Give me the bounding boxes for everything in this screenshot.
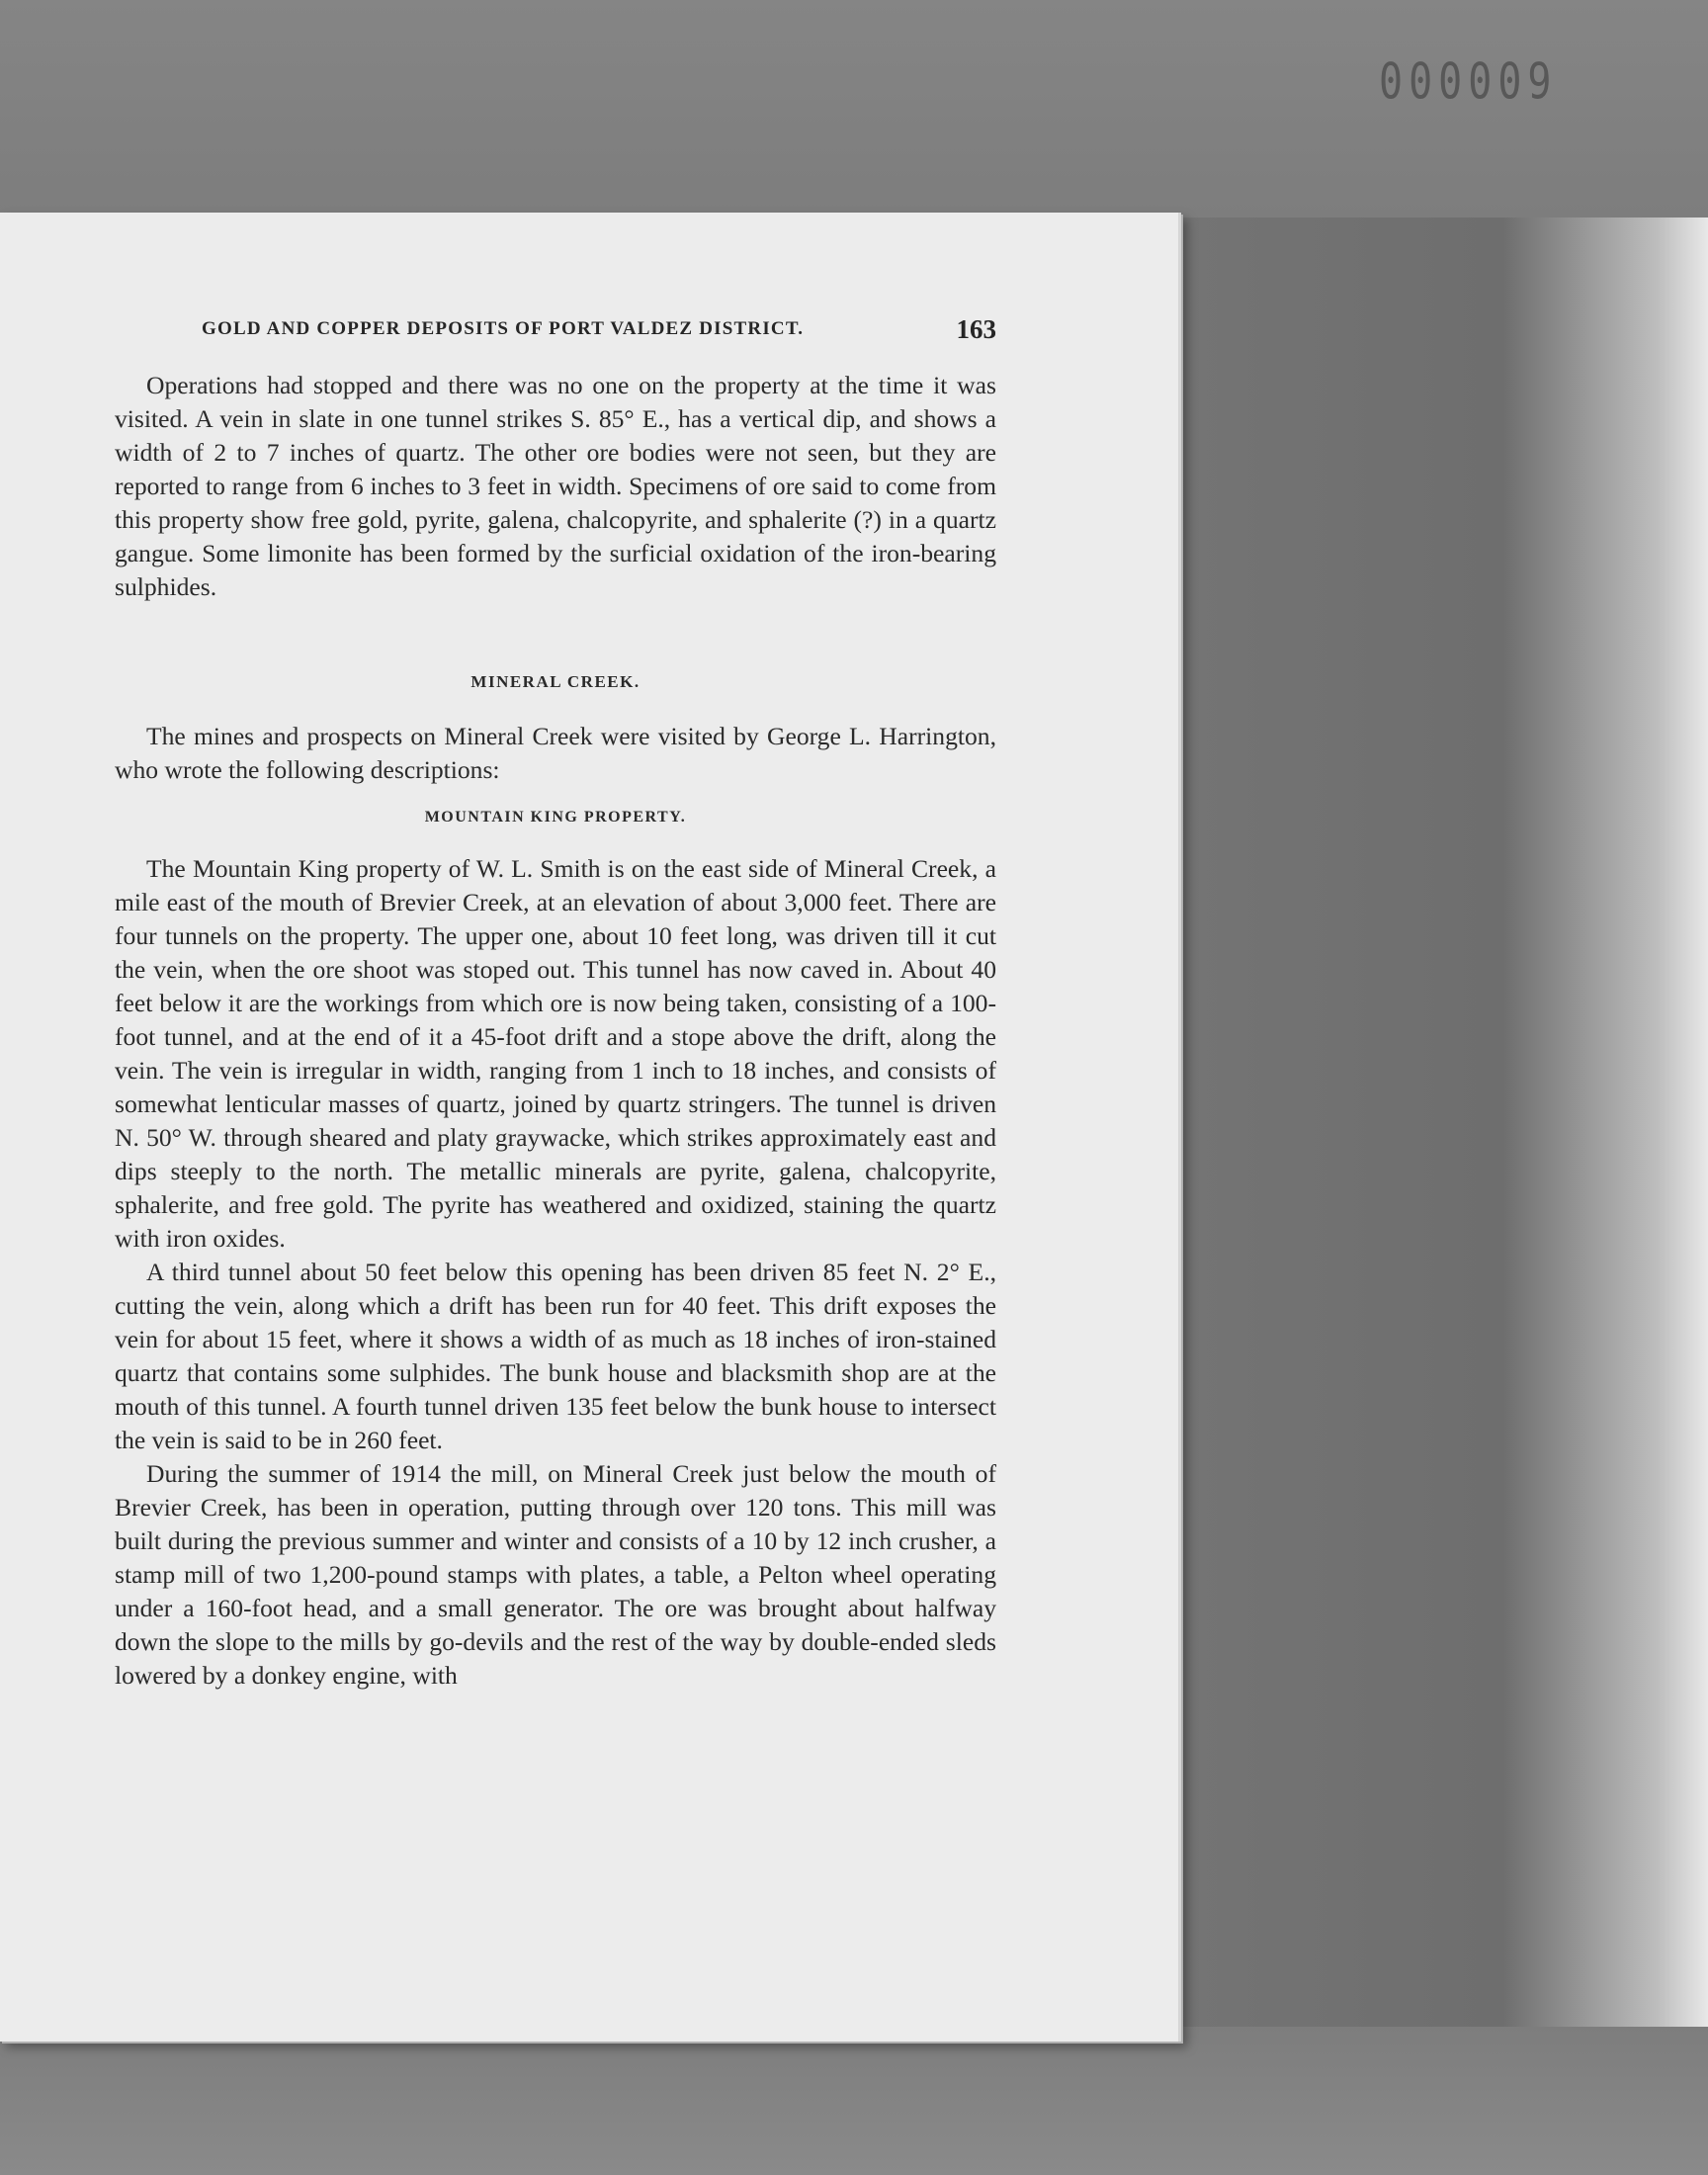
paragraph: A third tunnel about 50 feet below this opening has been driven 85 feet N. 2° E., cutting the vein, along which a drift has been run for 40 feet. This drift exposes the vein for about 15 feet, where it shows a width of as much as 18 inches of iron-stained quartz that contains some sulphides. The bunk house and blacksmith shop are at the mouth of this tunnel. A fourth tunnel driven 135 feet below the bunk house to intersect the vein is said to be in 260 feet.	[115, 1258, 996, 1454]
section-heading-mountain-king: MOUNTAIN KING PROPERTY.	[424, 809, 687, 826]
paragraph: The Mountain King property of W. L. Smith is on the east side of Mineral Creek, a mile east of the mouth of Brevier Creek, at an elevation of about 3,000 feet. There are four tunnels on the property. The upper one, about 10 feet long, was driven till it cut the vein, when the ore shoot was stoped out. This tunnel has now caved in. About 40 feet below it are the workings from which ore is now being taken, consisting of a 100-foot tunnel, and at the end of it a 45-foot drift and a stope above the drift, along the vein. The vein is irregular in width, ranging from 1 inch to 18 inches, and consists of somewhat lenticular masses of quartz, joined by quartz stringers. The tunnel is driven N. 50° W. through sheared and platy graywacke, which strikes approximately east and dips steeply to the north. The metallic minerals are pyrite, galena, chalcopyrite, sphalerite, and free gold. The pyrite has weathered and oxidized, staining the quartz with iron oxides.	[115, 854, 996, 1253]
archive-stamp-number: 000009	[1379, 53, 1558, 111]
paragraph: During the summer of 1914 the mill, on Mineral Creek just below the mouth of Brevier Creek, has been in operation, putting through over 120 tons. This mill was built during the previous summer and winter and consists of a 10 by 12 inch crusher, a stamp mill of two 1,200-pound stamps with plates, a table, a Pelton wheel operating under a 160-foot head, and a small generator. The ore was brought about halfway down the slope to the mills by go-devils and the rest of the way by double-ended sleds lowered by a donkey engine, with	[115, 1459, 996, 1690]
page-number: 163	[956, 314, 996, 344]
section-mountain-king	[115, 852, 996, 1693]
paragraph: Operations had stopped and there was no one on the property at the time it was visited. A vein in slate in one tunnel strikes S. 85° E., has a vertical dip, and shows a width of 2 to 7 inches of quartz. The other ore bodies were not seen, but they are reported to range from 6 inches to 3 feet in width. Specimens of ore said to come from this property show free gold, pyrite, galena, chalcopyrite, and sphalerite (?) in a quartz gangue. Some limonite has been formed by the surficial oxidation of the iron-bearing sulphides.	[115, 371, 996, 601]
paragraph: The mines and prospects on Mineral Creek were visited by George L. Harrington, who wrote the following descriptions:	[115, 722, 996, 784]
section-intro	[115, 369, 996, 604]
running-header	[202, 314, 996, 348]
scan-background-bottom	[0, 2027, 1708, 2175]
running-title: GOLD AND COPPER DEPOSITS OF PORT VALDEZ DISTRICT.	[202, 318, 805, 339]
section-heading-mineral-creek: MINERAL CREEK.	[470, 672, 640, 691]
section-mineral-creek	[115, 720, 996, 787]
